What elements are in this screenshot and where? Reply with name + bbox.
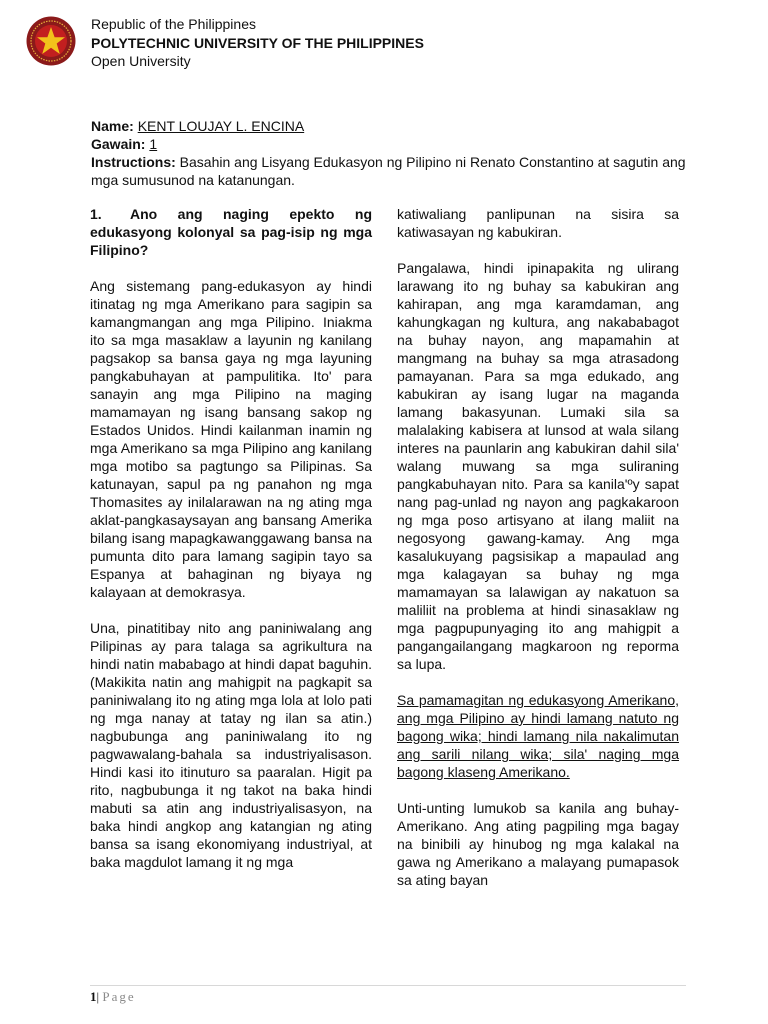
instructions-row (91, 153, 686, 189)
page-label: Page (102, 989, 136, 1004)
page-separator: | (96, 989, 100, 1004)
answer-paragraph-1: Ang sistemang pang-edukasyon ay hindi itinatag ng mga Amerikano para sagipin sa kamangmangan ang mga Pilipino. Iniakma ito sa mga masaklaw a layunin ng kanilang pagsakop sa bansa gaya ng mga layuning pangkabuhayan at pampulitika. Ito' para sanayin ang mga Pilipino na maging mamamayan ng isang bansang sakop ng Estados Unidos. Hindi kailanman inamin ng mga Amerikano sa mga Pilipino ang kanilang mga motibo sa pagtungo sa Pilipinas. Sa katunayan, sapul pa ng panahon ng mga Thomasites ay inilalarawan na ng ating mga aklat-pangkasaysayan ang bansang Amerika bilang isang mapagkawanggawang bansa na pumunta dito para lamang sagipin tayo sa Espanya at bahaginan ng biyaya ng kalayaan at demokrasya. (90, 278, 372, 600)
republic-line: Republic of the Philippines (91, 16, 256, 32)
left-column (90, 205, 372, 871)
answer-paragraph-3: katiwaliang panlipunan na sisira sa katiwasayan ng kabukiran. (397, 206, 679, 240)
student-info (91, 117, 686, 189)
gawain-value: 1 (149, 136, 158, 152)
name-row (91, 117, 686, 135)
question-number: 1. (90, 206, 102, 222)
name-label: Name: (91, 118, 134, 134)
university-name-block (91, 15, 424, 71)
answer-paragraph-4: Pangalawa, hindi ipinapakita ng ulirang larawang ito ng buhay sa kabukiran ang kahirapan, ang mga karamdaman, ang kahungkagan ng kultura, ang nakababagot na buhay nayon, ang mapamahin at mangmang na buhay sa mga atrasadong pamayanan. Para sa mga edukado, ang kabukiran ay isang lugar na maganda lamang bakasyunan. Lumaki sila sa malalaking kabisera at lunsod at wala silang interes na paunlarin ang kabukiran dahil sila' walang muwang sa mga suliraning pangkabuhayan nito. Para sa kanila'ºy sapat nang pag-unlad ng nayon ang pagkakaroon ng mga poso artisyano at ilang maliit na negosyong gawang-kamay. Ang mga kasalukuyang pagsisikap a mapaulad ang mga kalagayan sa buhay ng mga mamamayan sa lalawigan ay nakatuon sa maliliit na problema at hindi sinasaklaw ng mga pagpupunyaging ito ang mahigpit a pangangailangang magkaroon ng reporma sa lupa. (397, 260, 679, 672)
university-line: POLYTECHNIC UNIVERSITY OF THE PHILIPPINES (91, 34, 424, 51)
name-value: KENT LOUJAY L. ENCINA (137, 118, 305, 134)
answer-paragraph-5-underlined: Sa pamamagitan ng edukasyong Amerikano, ang mga Pilipino ay hindi lamang natuto ng bagong wika; hindi lamang nila nakalimutan ang sarili nilang wika; sila' naging mga bagong klaseng Amerikano. (397, 692, 679, 780)
right-column (397, 205, 679, 889)
question-text: Ano ang naging epekto ng edukasyong kolonyal sa pag-isip ng mga Filipino? (90, 206, 372, 258)
gawain-row (91, 135, 686, 153)
document-header (26, 14, 746, 74)
question-1 (90, 205, 372, 259)
page-footer (90, 989, 136, 1005)
unit-line: Open University (91, 53, 191, 69)
university-seal-logo (26, 16, 76, 66)
answer-paragraph-6: Unti-unting lumukob sa kanila ang buhay-Amerikano. Ang ating pagpiling mga bagay na binibili ay hinubog ng mga kalakal na gawa ng Amerikano a malayang pumapasok sa ating bayan (397, 800, 679, 888)
instructions-text: Basahin ang Lisyang Edukasyon ng Pilipino ni Renato Constantino at sagutin ang mga sumusunod na katanungan. (91, 154, 686, 188)
instructions-label: Instructions: (91, 154, 176, 170)
gawain-label: Gawain: (91, 136, 146, 152)
answer-paragraph-2: Una, pinatitibay nito ang paniniwalang ang Pilipinas ay para talaga sa agrikultura na hindi natin mababago at hindi dapat baguhin. (Makikita natin ang mahigpit na pagkapit sa paniniwalang ito ng ating mga lola at lolo pati ng mga nanay at tatay ng ilan sa atin.) nagbubunga ang paniniwalang ito ng pagwawalang-bahala sa industriyalisason. Hindi kasi ito itinuturo sa paaralan. Higit pa rito, nagbubunga it ng takot na baka hindi mabuti sa atin ang industriyalisasyon, na baka hindi angkop ang katangian ng ating bansa sa isang ekonomiyang industriyal, at baka magdulot lamang it ng mga (90, 620, 372, 870)
footer-divider (90, 985, 686, 986)
page-number: 1 (90, 989, 97, 1004)
